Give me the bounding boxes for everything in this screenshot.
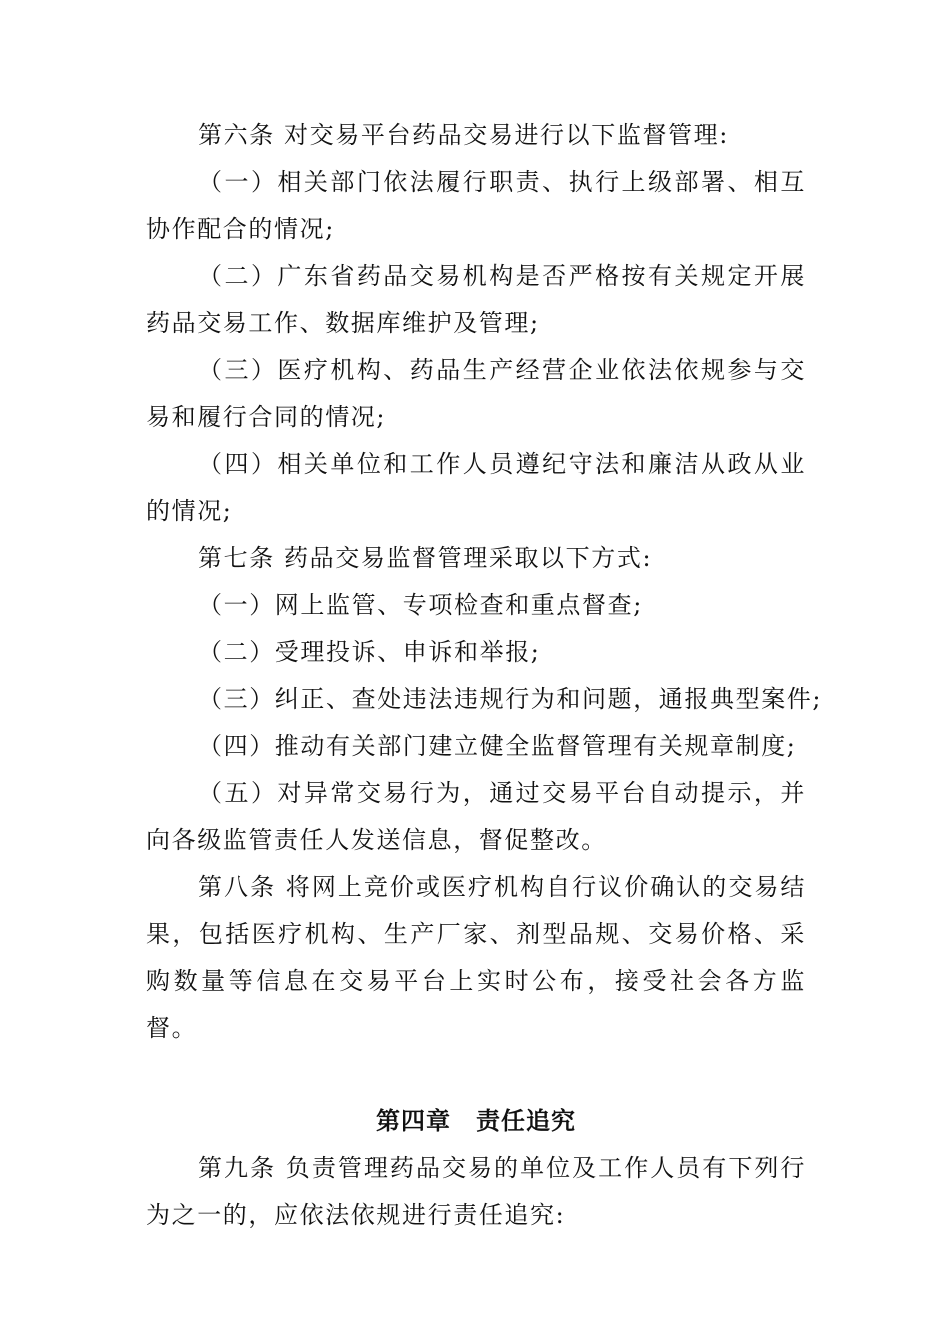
article-9 (146, 1145, 806, 1239)
article-9-number: 第九条 (198, 1154, 277, 1182)
article-6-item-4: （四）相关单位和工作人员遵纪守法和廉洁从政从业的情况; (146, 450, 806, 525)
article-6 (146, 112, 806, 159)
chapter-4-title: 第四章 责任追究 (376, 1107, 576, 1135)
article-8-text: 将网上竞价或医疗机构自行议价确认的交易结果，包括医疗机构、生产厂家、剂型品规、交易价格、采购数量等信息在交易平台上实时公布，接受社会各方监督。 (146, 873, 807, 1042)
article-7-number: 第七条 (198, 544, 275, 572)
article-6-item-3: （三）医疗机构、药品生产经营企业依法依规参与交易和履行合同的情况; (146, 356, 806, 431)
article-6-number: 第六条 (198, 121, 275, 149)
article-7 (146, 535, 806, 582)
article-6-item-2: （二）广东省药品交易机构是否严格按有关规定开展药品交易工作、数据库维护及管理; (146, 262, 806, 337)
article-9-text: 负责管理药品交易的单位及工作人员有下列行为之一的，应依法依规进行责任追究: (146, 1154, 807, 1229)
article-8-number: 第八条 (198, 873, 277, 901)
article-7-item-2: （二）受理投诉、申诉和举报; (198, 638, 541, 666)
section-gap (146, 1052, 806, 1098)
article-7-item-3: （三）纠正、查处违法违规行为和问题，通报典型案件; (198, 685, 823, 713)
article-6-item-1: （一）相关部门依法履行职责、执行上级部署、相互协作配合的情况; (146, 168, 806, 243)
article-6-text: 对交易平台药品交易进行以下监督管理: (284, 121, 729, 149)
article-7-text: 药品交易监督管理采取以下方式: (284, 544, 653, 572)
article-7-item-1: （一）网上监管、专项检查和重点督查; (198, 591, 643, 619)
article-8 (146, 864, 806, 1052)
document-page (146, 112, 823, 1239)
article-7-item-4: （四）推动有关部门建立健全监督管理有关规章制度; (198, 732, 797, 760)
article-7-item-5: （五）对异常交易行为，通过交易平台自动提示，并向各级监管责任人发送信息，督促整改。 (146, 779, 806, 854)
